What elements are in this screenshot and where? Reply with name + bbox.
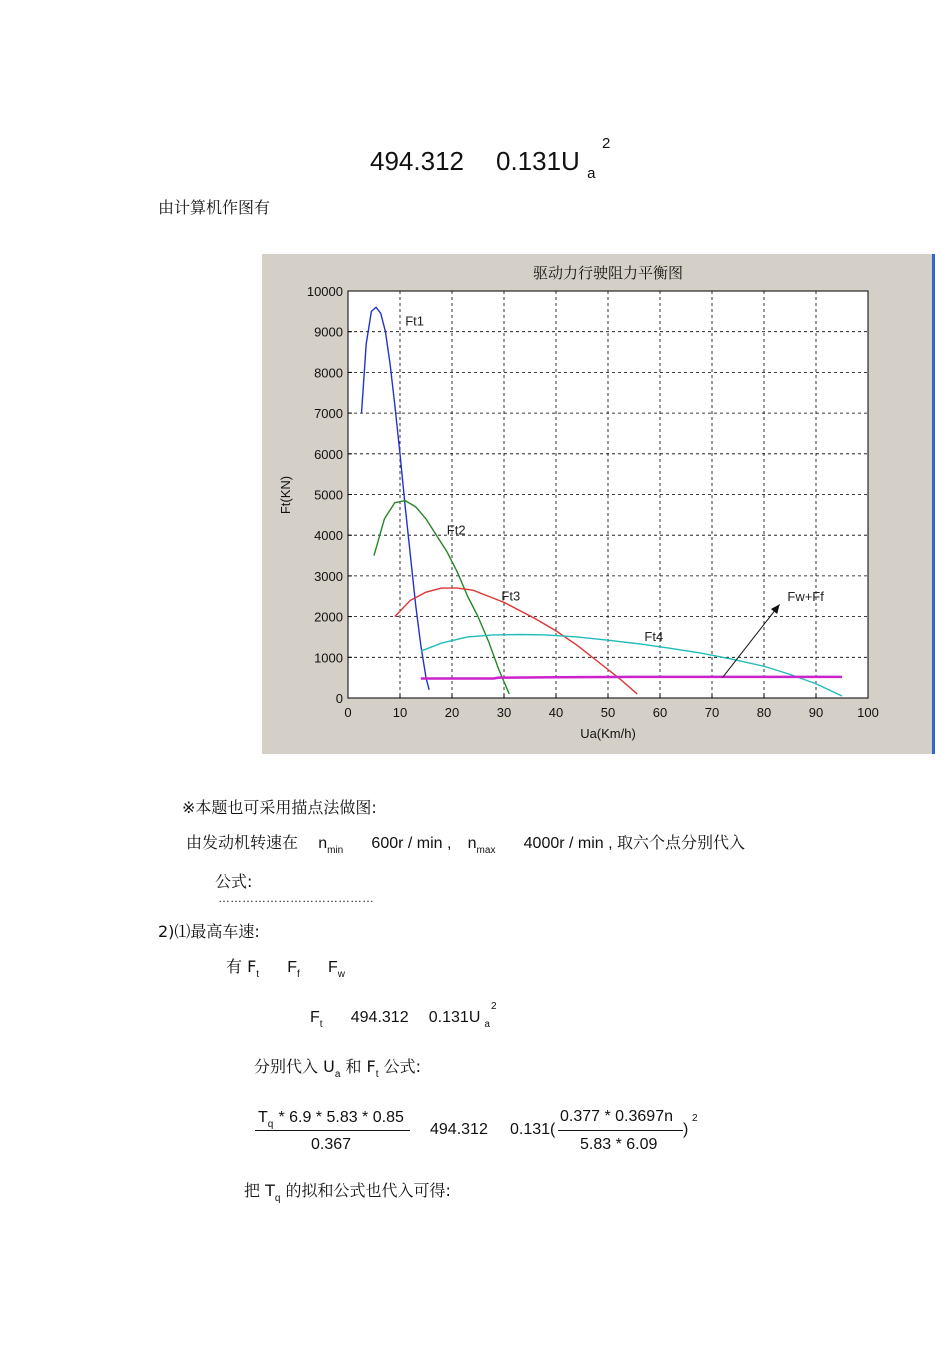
chart-title: 驱动力行驶阻力平衡图 — [532, 264, 684, 282]
have-ft: 有 F — [226, 957, 257, 976]
ft-value-a: 494.312 — [350, 1009, 409, 1026]
y-axis-label: Ft(KN) — [278, 475, 293, 515]
x-axis-label: Ua(Km/h) — [580, 726, 636, 741]
intro-text: 由计算机作图有 — [158, 198, 271, 217]
x-tick-label: 40 — [548, 705, 564, 720]
formula-top-sup: 2 — [602, 135, 611, 152]
substitute-line — [254, 1054, 422, 1080]
substitute-f-sub: t — [375, 1069, 379, 1080]
have-ff-sub: f — [297, 969, 300, 980]
ft-formula — [310, 1007, 490, 1030]
formula-top — [370, 146, 596, 182]
fraction-numerator-1 — [258, 1107, 404, 1130]
fraction-coef: 0.131( — [510, 1121, 556, 1138]
substitute-u-sub: a — [334, 1069, 341, 1080]
substitute-text-2: 和 F — [345, 1057, 376, 1076]
y-tick-label: 4000 — [314, 528, 343, 544]
ft-symbol: F — [310, 1009, 320, 1026]
note-line: ※本题也可采用描点法做图: — [182, 798, 377, 817]
ft-value-sub: a — [484, 1019, 490, 1030]
have-ft-sub: t — [256, 969, 260, 980]
y-tick-label: 10000 — [306, 284, 343, 299]
y-tick-label: 1000 — [314, 650, 343, 666]
have-fw-sub: w — [337, 969, 346, 980]
have-fw: F — [328, 959, 338, 976]
formula-word: 公式: — [215, 872, 253, 891]
chart-figure — [262, 254, 935, 754]
n-max-sub: max — [476, 845, 496, 856]
last-text-1: 把 T — [244, 1181, 275, 1200]
fraction-mid-value: 494.312 — [430, 1121, 488, 1138]
n-max-value: 4000r / min , 取六个点分别代入 — [523, 835, 746, 852]
ft-sup: 2 — [491, 1001, 497, 1012]
chart-svg — [262, 254, 932, 754]
tq-symbol: T — [258, 1109, 268, 1126]
dotted-line: ………………………………… — [218, 891, 374, 905]
method-line — [186, 830, 746, 856]
have-ff: F — [287, 959, 298, 976]
tq-sub: q — [267, 1119, 274, 1130]
y-tick-label: 3000 — [314, 568, 343, 584]
x-tick-label: 20 — [444, 705, 460, 720]
annotation-ft1: Ft1 — [405, 313, 424, 329]
fraction-close-paren: ) — [683, 1121, 689, 1138]
section-2-heading: 2)⑴最高车速: — [158, 922, 260, 941]
y-tick-label: 7000 — [314, 406, 343, 422]
y-tick-label: 2000 — [314, 609, 343, 625]
fraction-denominator-2: 5.83 * 6.09 — [580, 1136, 658, 1153]
have-line — [226, 954, 346, 980]
fraction-sup: 2 — [692, 1113, 698, 1124]
method-text-1: 由发动机转速在 — [186, 833, 299, 852]
x-tick-label: 70 — [704, 705, 720, 720]
x-tick-label: 90 — [808, 705, 824, 720]
formula-top-sub: a — [587, 165, 596, 182]
y-tick-label: 9000 — [314, 324, 343, 340]
last-sub: q — [274, 1193, 281, 1204]
x-tick-label: 30 — [496, 705, 512, 720]
last-text-2: 的拟和公式也代入可得: — [285, 1181, 451, 1200]
n-min-value: 600r / min , — [371, 835, 452, 852]
y-tick-label: 6000 — [314, 446, 343, 462]
fraction-numerator-2: 0.377 * 0.3697n — [560, 1108, 673, 1125]
x-tick-label: 80 — [756, 705, 772, 720]
fraction-denominator-1: 0.367 — [311, 1136, 352, 1153]
ft-value-b: 0.131U — [428, 1009, 481, 1026]
ft-sub: t — [319, 1019, 323, 1030]
n-min-symbol: n — [318, 835, 328, 852]
n-max-symbol: n — [467, 835, 477, 852]
x-tick-label: 10 — [392, 705, 408, 720]
numerator-rest: * 6.9 * 5.83 * 0.85 — [278, 1109, 404, 1126]
formula-top-a: 494.312 — [370, 146, 464, 176]
n-min-sub: min — [327, 845, 344, 856]
substitute-text-1: 分别代入 U — [254, 1057, 335, 1076]
annotation-fw-ff: Fw+Ff — [787, 589, 824, 605]
annotation-ft2: Ft2 — [446, 522, 466, 538]
y-tick-label: 5000 — [314, 487, 343, 503]
fraction-bar-1 — [255, 1130, 410, 1131]
y-tick-label: 8000 — [314, 365, 343, 381]
x-tick-label: 100 — [857, 705, 879, 720]
x-tick-label: 0 — [344, 705, 352, 720]
y-tick-label: 0 — [335, 691, 343, 706]
formula-top-b: 0.131U — [495, 146, 580, 176]
annotation-ft4: Ft4 — [644, 629, 664, 645]
substitute-text-3: 公式: — [383, 1057, 422, 1076]
fraction-bar-2 — [558, 1130, 683, 1131]
annotation-ft3: Ft3 — [501, 588, 521, 604]
x-tick-label: 60 — [652, 705, 668, 720]
x-tick-label: 50 — [600, 705, 616, 720]
last-line — [244, 1178, 451, 1204]
